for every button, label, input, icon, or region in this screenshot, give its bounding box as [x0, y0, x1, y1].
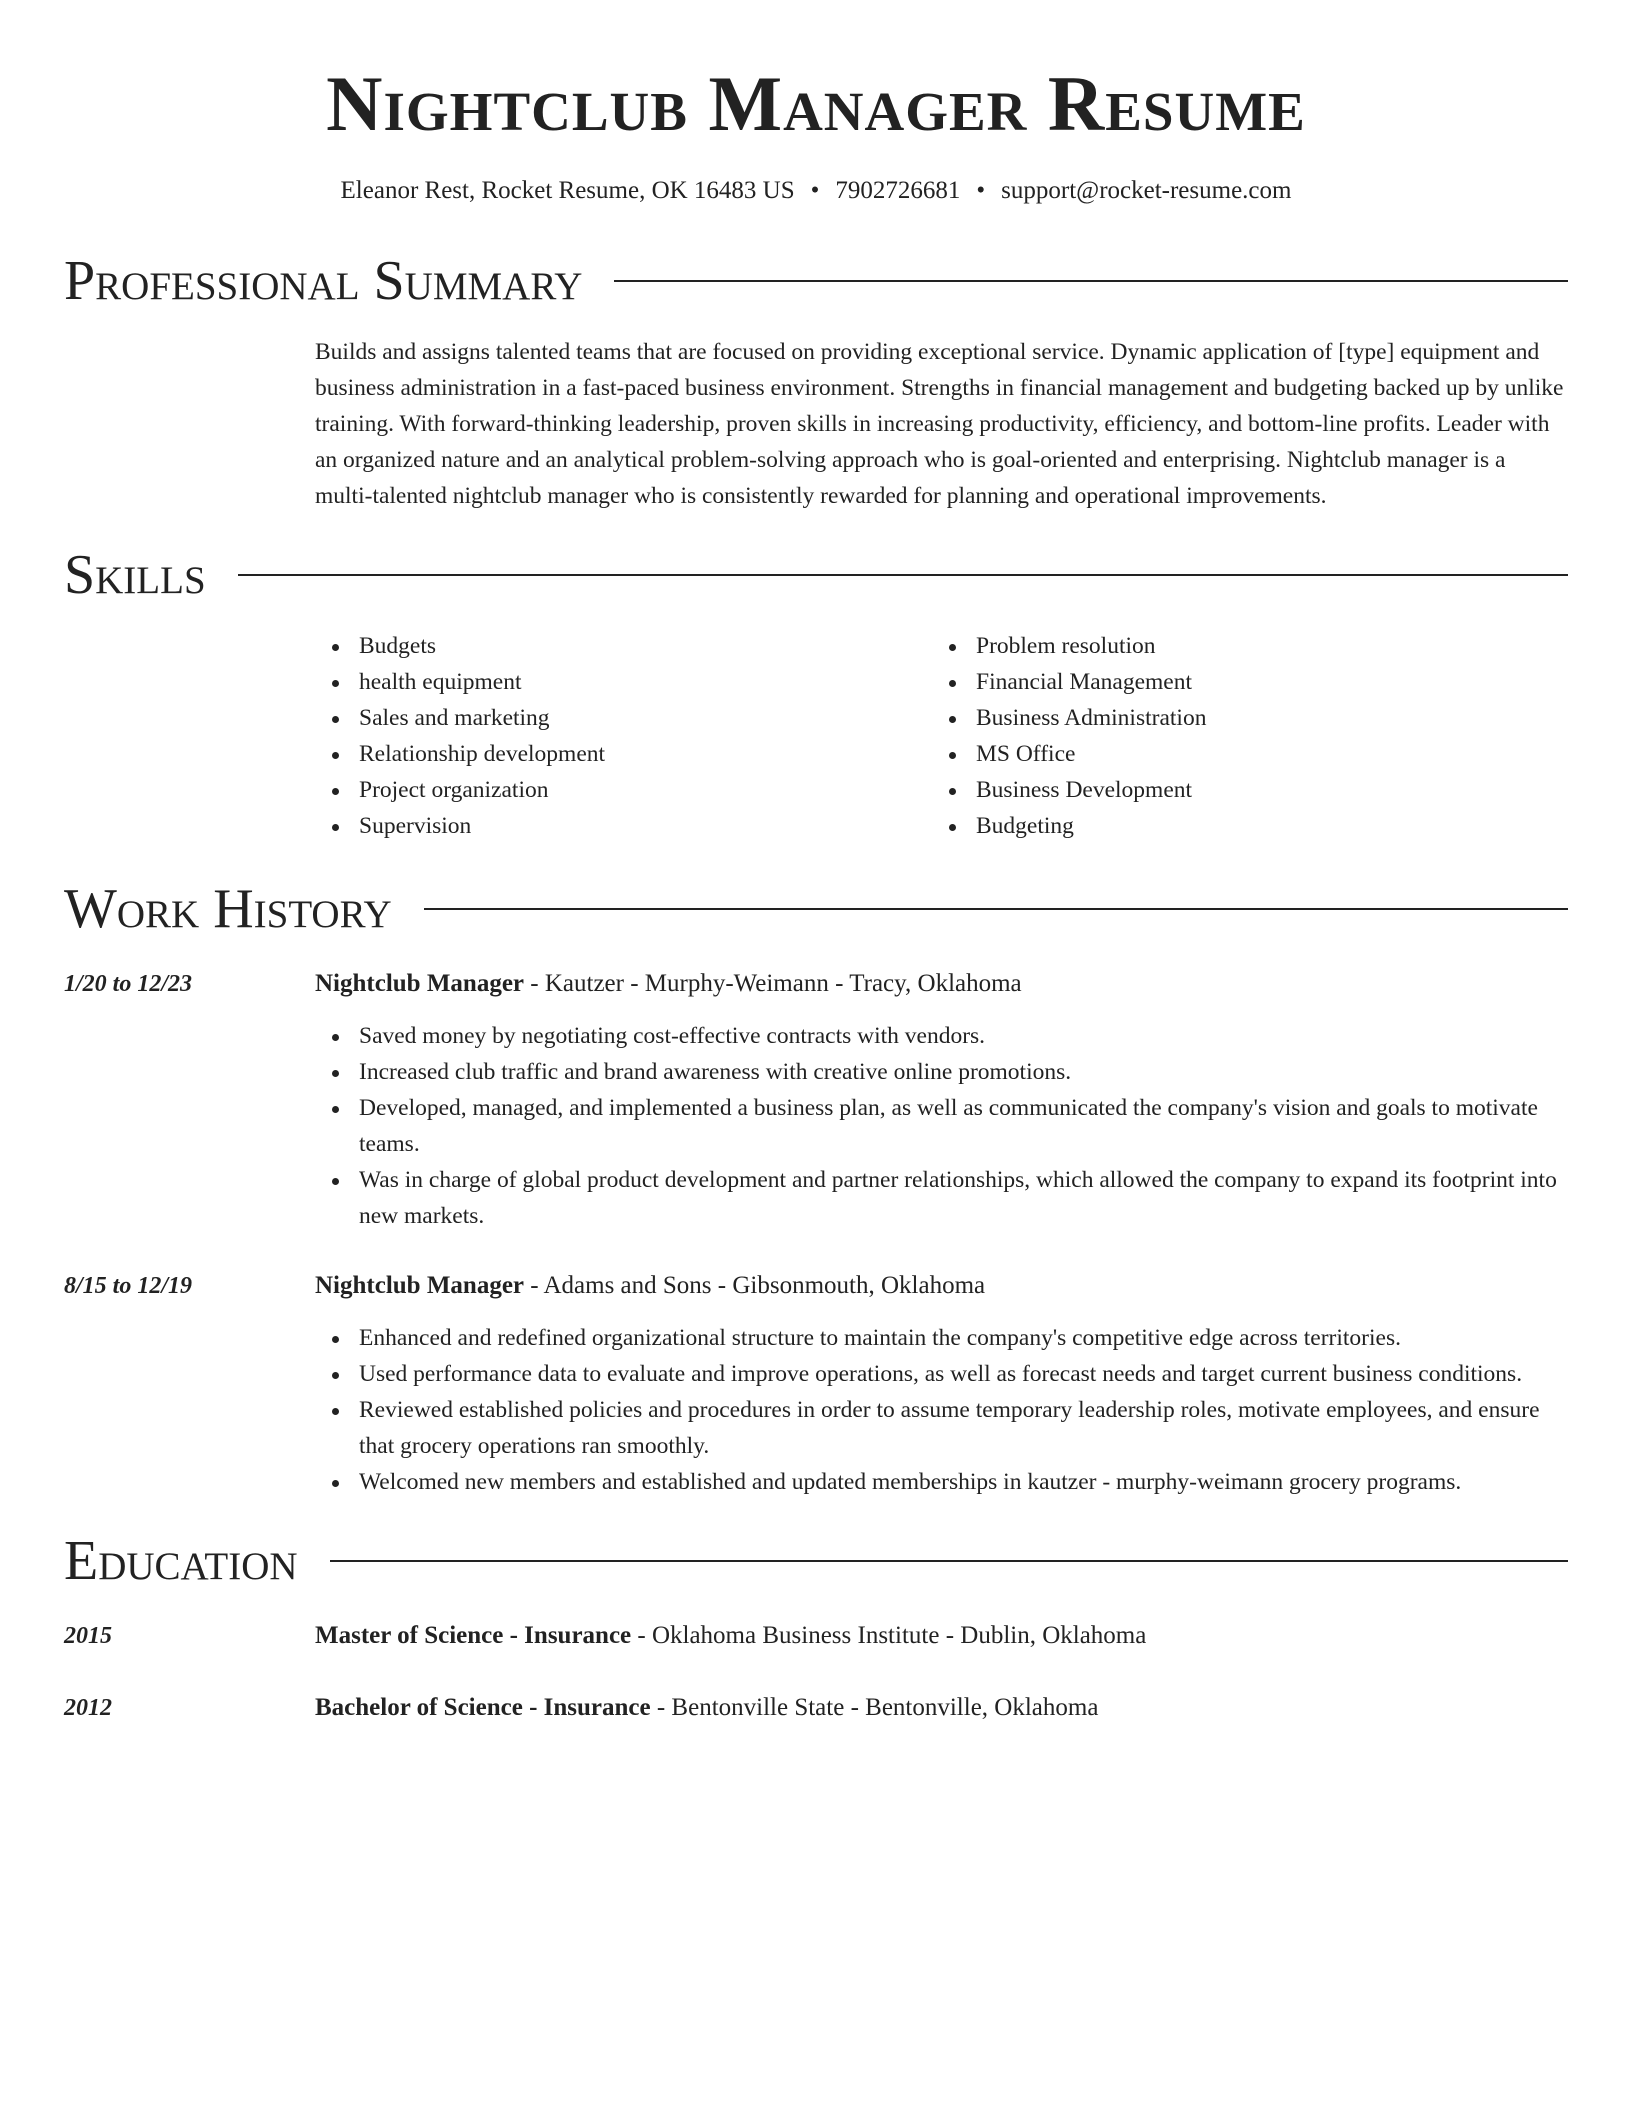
work-heading: Work History: [64, 878, 392, 940]
summary-heading-row: [64, 246, 1568, 316]
job-bullet: Reviewed established policies and procedures in order to assume temporary leadership roles, motivate employees, and ensure that grocery operations ran smoothly.: [315, 1392, 1568, 1464]
skill-item: MS Office: [932, 736, 1549, 772]
skills-list: [315, 628, 1568, 844]
section-divider: [238, 574, 1568, 576]
skills-heading: Skills: [64, 544, 206, 606]
summary-text: Builds and assigns talented teams that are focused on providing exceptional service. Dynamic application of [type] equipment and business administration in a fast-paced business environment. Strengths in financial management and budgeting backed up by unlike training. With forward-thinking leadership, proven skills in increasing productivity, efficiency, and bottom-line profits. Leader with an organized nature and an analytical problem-solving approach who is goal-oriented and enterprising. Nightclub manager is a multi-talented nightclub manager who is consistently rewarded for planning and operational improvements.: [315, 339, 1564, 509]
education-details: - Bentonville State - Bentonville, Oklahoma: [650, 1694, 1099, 1721]
education-degree: Master of Science - Insurance: [315, 1622, 632, 1649]
resume-title: Nightclub Manager Resume: [326, 60, 1306, 147]
contact-phone: 7902726681: [835, 177, 961, 204]
contact-email: support@rocket-resume.com: [1001, 177, 1292, 204]
skill-item: Supervision: [315, 808, 932, 844]
job-bullet: Used performance data to evaluate and improve operations, as well as forecast needs and target current business conditions.: [315, 1356, 1568, 1392]
work-history-section: [64, 874, 1568, 1500]
skills-section: [64, 540, 1568, 844]
resume-page: [64, 0, 1568, 1726]
job-bullet: Welcomed new members and established and updated memberships in kautzer - murphy-weimann grocery programs.: [315, 1464, 1568, 1500]
job-main: [315, 1268, 1568, 1500]
contact-separator: •: [976, 177, 986, 204]
job-details: - Adams and Sons - Gibsonmouth, Oklahoma: [524, 1272, 986, 1299]
section-divider: [330, 1560, 1568, 1562]
skill-item: Business Development: [932, 772, 1549, 808]
job-title: Nightclub Manager: [315, 970, 525, 997]
summary-heading: Professional Summary: [64, 250, 583, 312]
skill-item: Problem resolution: [932, 628, 1549, 664]
skill-item: Budgeting: [932, 808, 1549, 844]
job-bullets: [315, 1018, 1568, 1234]
contact-address: Eleanor Rest, Rocket Resume, OK 16483 US: [340, 177, 795, 204]
job-details: - Kautzer - Murphy-Weimann - Tracy, Oklahoma: [524, 970, 1022, 997]
contact-line: [64, 174, 1568, 208]
skill-item: Financial Management: [932, 664, 1549, 700]
skills-column-right: [932, 628, 1549, 844]
job-dates: 1/20 to 12/23: [64, 971, 193, 997]
job-header: [315, 966, 1568, 1002]
skill-item: Budgets: [315, 628, 932, 664]
education-main: [315, 1618, 1568, 1654]
job-title: Nightclub Manager: [315, 1272, 525, 1299]
summary-section: [64, 246, 1568, 514]
education-entry: [64, 1618, 1568, 1654]
section-divider: [424, 908, 1568, 910]
section-divider: [614, 280, 1568, 282]
skill-item: Sales and marketing: [315, 700, 932, 736]
education-year: 2015: [64, 1623, 112, 1649]
education-heading-row: [64, 1526, 1568, 1596]
education-section: [64, 1526, 1568, 1726]
education-heading: Education: [64, 1530, 298, 1592]
contact-separator: •: [810, 177, 820, 204]
job-entry: [64, 966, 1568, 1234]
skill-item: Relationship development: [315, 736, 932, 772]
education-main: [315, 1690, 1568, 1726]
skill-item: health equipment: [315, 664, 932, 700]
job-main: [315, 966, 1568, 1234]
education-details: - Oklahoma Business Institute - Dublin, Oklahoma: [631, 1622, 1147, 1649]
job-dates: 8/15 to 12/19: [64, 1273, 193, 1299]
education-entry: [64, 1690, 1568, 1726]
job-bullet: Developed, managed, and implemented a business plan, as well as communicated the company's vision and goals to motivate teams.: [315, 1090, 1568, 1162]
education-degree: Bachelor of Science - Insurance: [315, 1694, 651, 1721]
work-heading-row: [64, 874, 1568, 944]
job-bullet: Increased club traffic and brand awareness with creative online promotions.: [315, 1054, 1568, 1090]
skill-item: Business Administration: [932, 700, 1549, 736]
education-year: 2012: [64, 1695, 112, 1721]
skill-item: Project organization: [315, 772, 932, 808]
job-entry: [64, 1268, 1568, 1500]
skills-heading-row: [64, 540, 1568, 610]
job-bullet: Saved money by negotiating cost-effective contracts with vendors.: [315, 1018, 1568, 1054]
job-bullets: [315, 1320, 1568, 1500]
education-header: [315, 1690, 1568, 1726]
job-bullet: Enhanced and redefined organizational structure to maintain the company's competitive edge across territories.: [315, 1320, 1568, 1356]
skills-column-left: [315, 628, 932, 844]
job-header: [315, 1268, 1568, 1304]
education-header: [315, 1618, 1568, 1654]
job-bullet: Was in charge of global product development and partner relationships, which allowed the company to expand its footprint into new markets.: [315, 1162, 1568, 1234]
